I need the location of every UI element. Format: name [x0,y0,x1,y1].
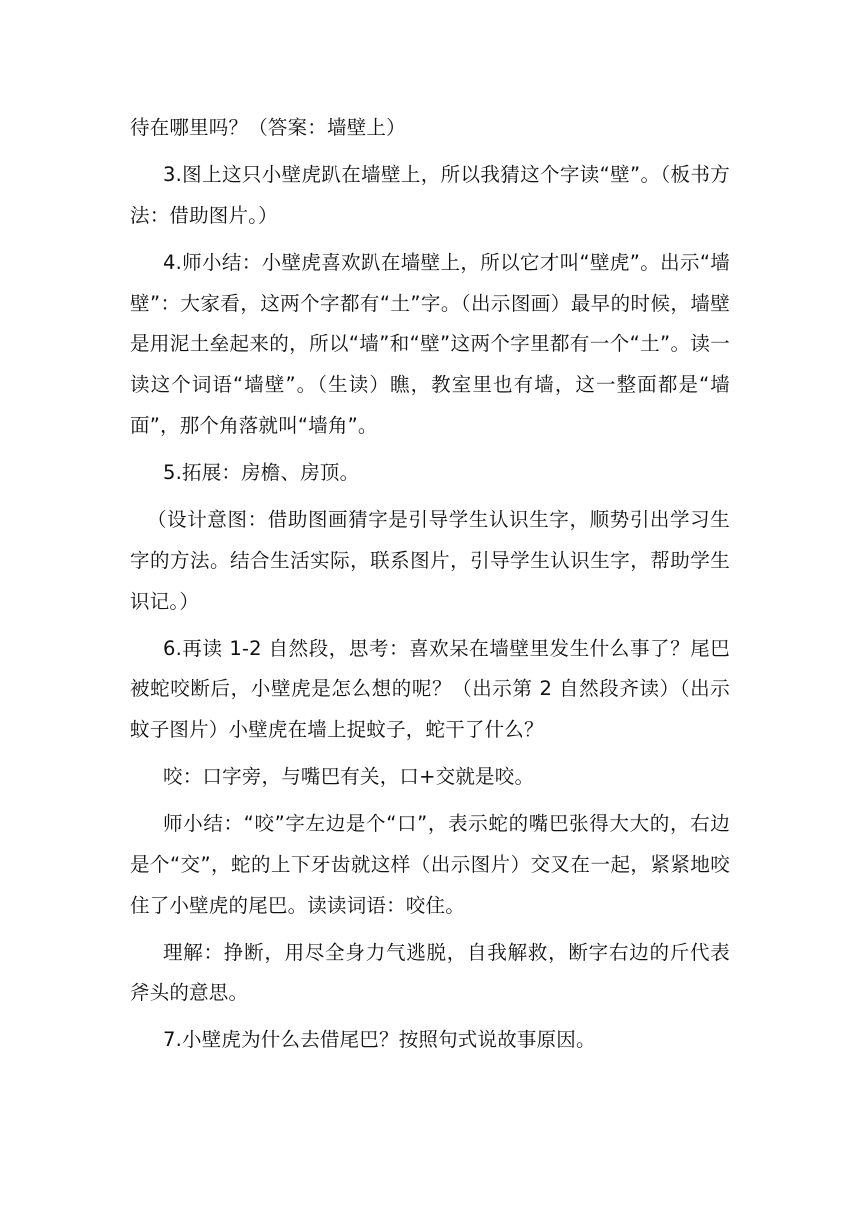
paragraph-teacher-summary: 师小结：“咬”字左边是个“口”，表示蛇的嘴巴张得大大的，右边是个“交”，蛇的上下牙齿就这样（出示图片）交叉在一起，紧紧地咬住了小壁虎的尾巴。读读词语：咬住。 [130,812,730,917]
paragraph-step-6: 6.再读 1-2 自然段，思考：喜欢呆在墙壁里发生什么事了？尾巴被蛇咬断后，小壁虎是怎么想的呢？（出示第 2 自然段齐读）（出示蚊子图片）小壁虎在墙上捉蚊子，蛇干了什么？ [130,636,730,742]
paragraph-step-4: 4.师小结：小壁虎喜欢趴在墙壁上，所以它才叫“壁虎”。出示“墙壁”：大家看，这两个字都有“土”字。（出示图画）最早的时候，墙壁是用泥土垒起来的，所以“墙”和“壁”这两个字里都有一个“土”。读一读这个词语“墙壁”。（生读）瞧，教室里也有墙，这一整面都是“墙面”，那个角落就叫“墙角”。 [130,250,730,437]
paragraph-step-3: 3.图上这只小壁虎趴在墙壁上，所以我猜这个字读“壁”。（板书方法：借助图片。） [130,162,730,227]
paragraph-step-7: 7.小壁虎为什么去借尾巴？按照句式说故事原因。 [163,1028,596,1052]
document-page [130,108,730,1067]
paragraph-understanding: 理解：挣断，用尽全身力气逃脱，自我解救，断字右边的斤代表斧头的意思。 [130,940,730,1005]
paragraph-bite-character: 咬：口字旁，与嘴巴有关，口+交就是咬。 [163,765,535,789]
paragraph-design-intent: （设计意图：借助图画猜字是引导学生认识生字，顺势引出学习生字的方法。结合生活实际，联系图片，引导学生认识生字，帮助学生识记。） [130,507,730,613]
paragraph-step-5: 5.拓展：房檐、房顶。 [163,460,360,484]
paragraph-continuation: 待在哪里吗？（答案：墙壁上） [130,116,406,139]
